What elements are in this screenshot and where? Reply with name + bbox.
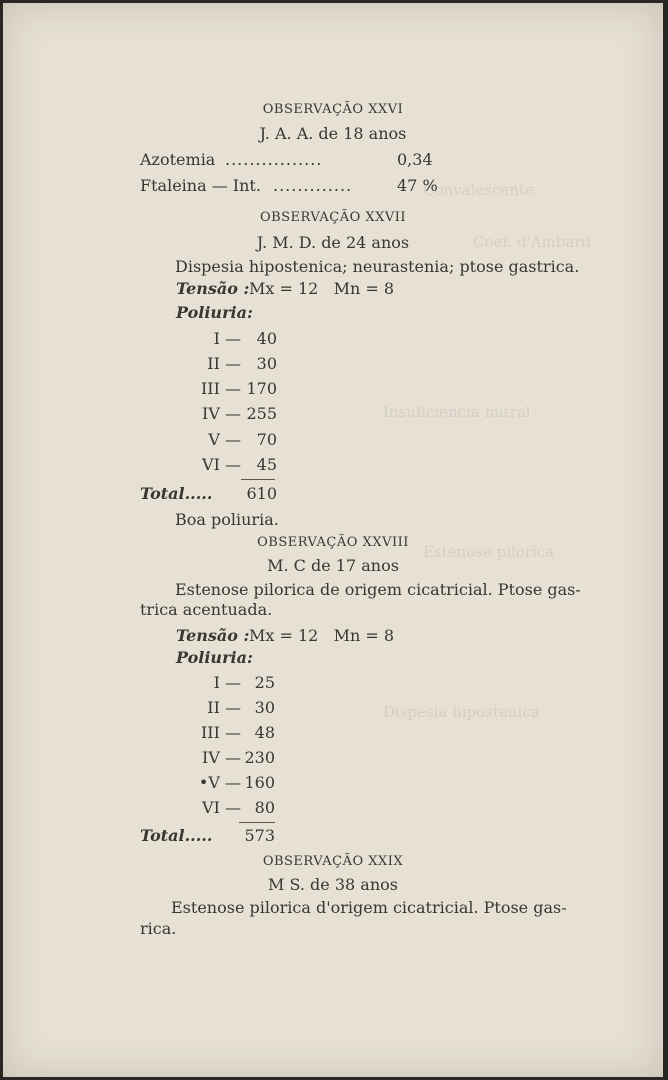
obs28-poliuria-period: •V —	[198, 773, 241, 792]
obs28-heading: OBSERVAÇÃO XXVIII	[257, 535, 409, 550]
obs27-poliuria-period: I —	[213, 329, 241, 348]
obs27-heading: OBSERVAÇÃO XXVII	[259, 210, 407, 225]
obs28-tensao-values: Mx = 12 Mn = 8	[249, 626, 395, 645]
obs27-poliuria-label: Poliuria:	[176, 303, 253, 322]
obs28-poliuria-period: VI —	[202, 798, 241, 817]
obs27-poliuria-period: II —	[207, 354, 241, 373]
obs28-poliuria-label: Poliuria:	[176, 648, 253, 667]
sum-rule	[241, 479, 275, 480]
obs28-poliuria-period: II —	[207, 698, 241, 717]
obs27-tensao-label: Tensão :	[176, 279, 250, 298]
sum-rule	[239, 822, 275, 823]
obs26-row-leader: .............	[273, 176, 353, 195]
obs28-poliuria-value: 30	[254, 698, 275, 717]
obs28-total-label: Total.....	[140, 826, 213, 845]
obs26-row-leader: ................	[225, 150, 323, 169]
obs26-row-value: 0,34	[397, 150, 433, 169]
obs27-poliuria-value: 255	[246, 404, 277, 423]
obs28-poliuria-value: 80	[254, 798, 275, 817]
obs26-row-label: Azotemia	[140, 150, 216, 169]
obs28-poliuria-value: 48	[254, 723, 275, 742]
obs29-diagnosis: Estenose pilorica d'origem cicatricial. Ptose gas-	[171, 898, 567, 917]
obs28-poliuria-period: I —	[213, 673, 241, 692]
obs26-heading: OBSERVAÇÃO XXVI	[262, 102, 404, 117]
obs28-diagnosis: Estenose pilorica de origem cicatricial. Ptose gas-	[175, 580, 581, 599]
obs27-diagnosis: Dispesia hipostenica; neurastenia; ptose gastrica.	[175, 257, 580, 276]
obs27-patient: J. M. D. de 24 anos	[256, 233, 410, 252]
obs27-tensao-values: Mx = 12 Mn = 8	[249, 279, 395, 298]
obs29-patient: M S. de 38 anos	[268, 875, 398, 894]
document-page	[3, 3, 663, 1077]
obs29-diagnosis: rica.	[140, 919, 177, 938]
obs27-poliuria-value: 170	[246, 379, 277, 398]
obs27-total-value: 610	[246, 484, 277, 503]
obs28-poliuria-period: IV —	[202, 748, 241, 767]
obs28-patient: M. C de 17 anos	[267, 556, 399, 575]
obs27-poliuria-value: 70	[256, 430, 277, 449]
obs26-row-value: 47 %	[397, 176, 438, 195]
obs27-poliuria-period: IV —	[202, 404, 241, 423]
obs27-poliuria-period: III —	[200, 379, 241, 398]
obs26-patient: J. A. A. de 18 anos	[259, 124, 407, 143]
bleed-through: Insuficiencia mitral	[383, 403, 531, 421]
obs27-poliuria-value: 40	[256, 329, 277, 348]
obs29-heading: OBSERVAÇÃO XXIX	[262, 854, 404, 869]
obs28-poliuria-period: III —	[200, 723, 241, 742]
obs28-poliuria-value: 230	[244, 748, 275, 767]
bleed-through: Dispesia hipostenica	[383, 703, 540, 721]
obs28-poliuria-value: 160	[244, 773, 275, 792]
obs27-note: Boa poliuria.	[175, 510, 279, 529]
bleed-through: Convalescente	[423, 181, 534, 199]
obs27-total-label: Total.....	[140, 484, 213, 503]
bleed-through: Estenose pilorica	[423, 543, 555, 561]
obs27-poliuria-period: V —	[208, 430, 241, 449]
obs26-row-label: Ftaleina — Int.	[140, 176, 261, 195]
obs28-poliuria-value: 25	[254, 673, 275, 692]
bleed-through: Coef. d'Ambard	[473, 233, 592, 251]
obs28-diagnosis: trica acentuada.	[140, 600, 273, 619]
obs27-poliuria-period: VI —	[202, 455, 241, 474]
obs27-poliuria-value: 30	[256, 354, 277, 373]
obs27-poliuria-value: 45	[256, 455, 277, 474]
obs28-total-value: 573	[244, 826, 275, 845]
obs28-tensao-label: Tensão :	[176, 626, 250, 645]
